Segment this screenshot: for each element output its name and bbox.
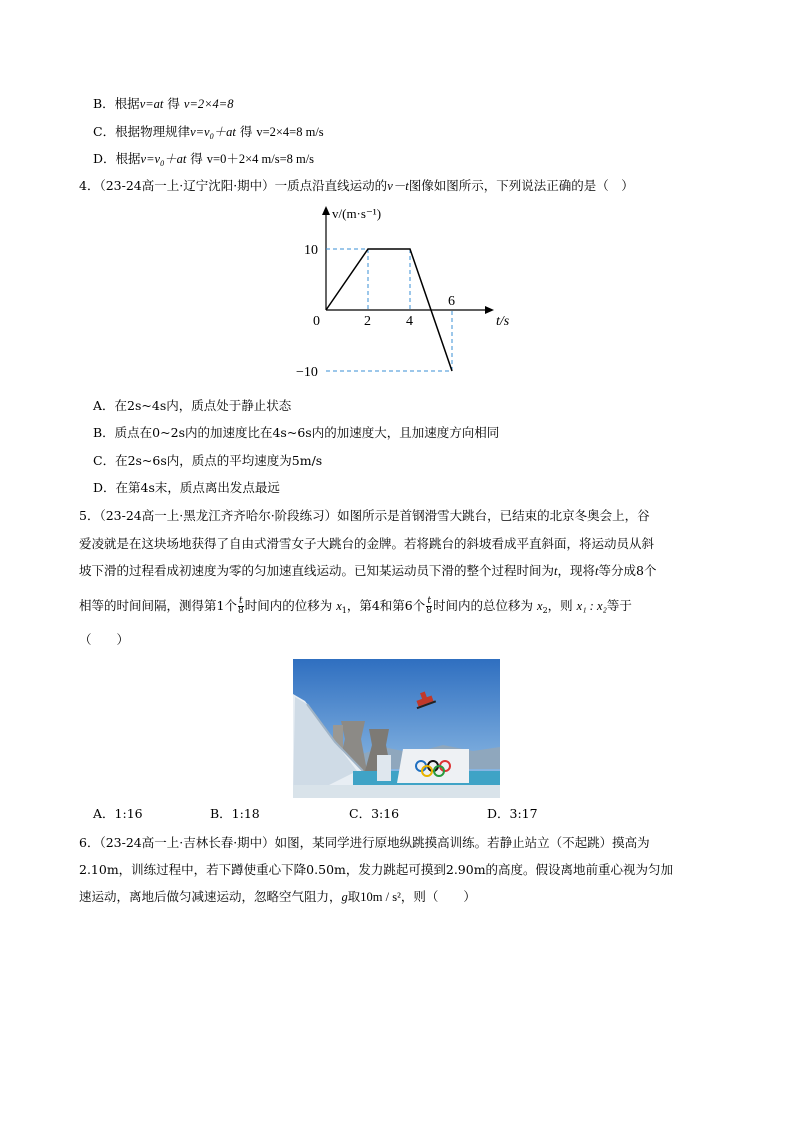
q4-option-b[interactable]: B．质点在0~2s内的加速度比在4s~6s内的加速度大，且加速度方向相同 — [93, 425, 500, 440]
q5-option-d[interactable]: D．3:17 — [487, 806, 538, 821]
fraction-t-over-8: $\frac{t}{8}$ — [237, 596, 244, 616]
q5-option-b[interactable]: B．1:18 — [210, 806, 260, 821]
q3-option-d[interactable]: D．根据$v=v_0+at$ 得 v=0＋2×4 m/s=8 m/s — [93, 151, 315, 168]
q3-option-c[interactable]: C．根据物理规律$v=v_0+at$ 得 v=2×4=8 m/s — [93, 124, 324, 141]
q4-option-a[interactable]: A．在2s~4s内，质点处于静止状态 — [93, 398, 292, 413]
q3-option-b[interactable]: B．根据v=at 得 v=2×4=8 — [93, 96, 234, 111]
q5-stem-line3: 坡下滑的过程看成初速度为零的匀加速直线运动。已知某运动员下滑的整个过程时间为t，现将t等分成8个 — [79, 563, 657, 578]
y-tick-10: 10 — [304, 243, 318, 258]
velocity-time-graph — [290, 200, 510, 380]
x-axis-label: t/s — [496, 314, 510, 329]
q5-stem-line4: 相等的时间间隔，测得第1个 $\frac{t}{8}$ 时间内的位移为 $x_1$，第4和第6个 $\frac{t}{8}$ 时间内的总位移为 $x_2$，则 x₁ : x₂等于 — [79, 596, 632, 616]
x-axis-arrow — [485, 306, 494, 314]
y-tick-neg10: −10 — [296, 365, 318, 380]
q6-stem-line3: 速运动，离地后做匀减速运动，忽略空气阻力，g取10m / s²，则（ ） — [79, 889, 476, 904]
q5-stem-line2: 爱凌就是在这块场地获得了自由式滑雪女子大跳台的金牌。若将跳台的斜坡看成平直斜面，将运动员从斜 — [79, 536, 655, 551]
q5-stem-line1: 5．（23-24高一上·黑龙江齐齐哈尔·阶段练习）如图所示是首钢滑雪大跳台，已结束的北京冬奥会上，谷 — [79, 508, 650, 523]
x-tick-4: 4 — [406, 314, 413, 329]
q4-option-c[interactable]: C．在2s~6s内，质点的平均速度为5m/s — [93, 453, 323, 468]
x-tick-0: 0 — [313, 314, 320, 329]
fraction-t-over-8: $\frac{t}{8}$ — [426, 596, 432, 616]
q6-stem-line1: 6．（23-24高一上·吉林长春·期中）如图，某同学进行原地纵跳摸高训练。若静止站立（不起跳）摸高为 — [79, 835, 650, 850]
ski-jump-photo — [293, 659, 500, 798]
q4-option-d[interactable]: D．在第4s末，质点离出发点最远 — [93, 480, 280, 495]
q6-stem-line2: 2.10m，训练过程中，若下蹲使重心下降0.50m，发力跳起可摸到2.90m的高度。假设离地前重心视为匀加 — [79, 862, 674, 877]
q5-option-a[interactable]: A．1:16 — [93, 806, 143, 821]
q4-stem: 4．（23-24高一上·辽宁沈阳·期中）一质点沿直线运动的v－t图像如图所示，下列说法正确的是（ ） — [79, 178, 634, 193]
x-tick-2: 2 — [364, 314, 371, 329]
q5-answer-paren: （ ） — [79, 632, 130, 647]
x-tick-6: 6 — [448, 294, 455, 309]
y-axis-arrow — [322, 206, 330, 215]
q5-option-c[interactable]: C．3:16 — [349, 806, 400, 821]
y-axis-label: v/(m·s⁻¹) — [332, 206, 382, 221]
